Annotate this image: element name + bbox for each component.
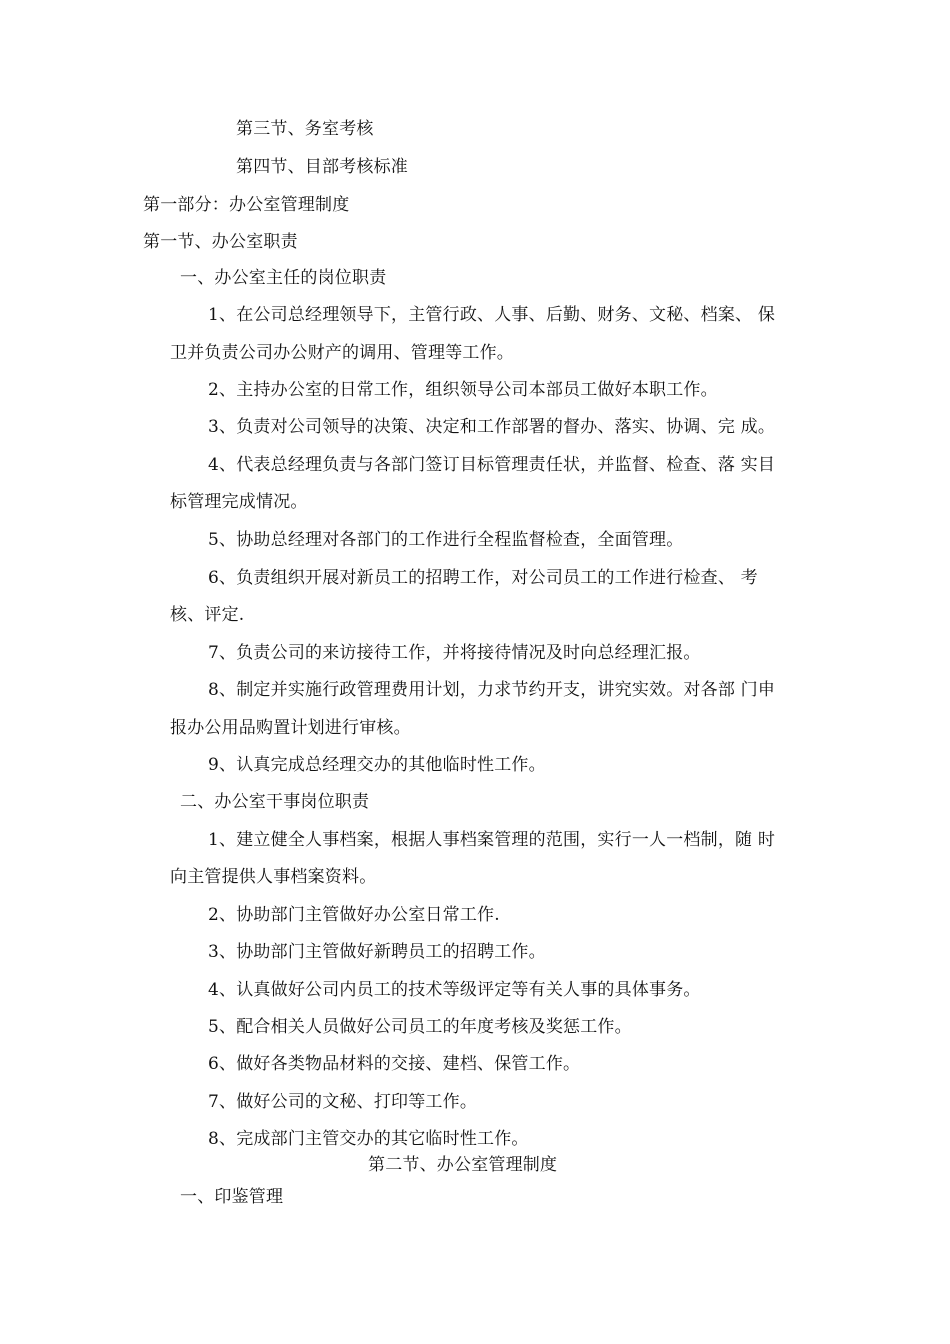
director-item-8-line-1: 8、制定并实施行政管理费用计划，力求节约开支，讲究实效。对各部 门申 [208, 680, 776, 700]
clerk-item-6: 6、做好各类物品材料的交接、建档、保管工作。 [208, 1054, 581, 1074]
section-1-title: 第一节、办公室职责 [143, 232, 298, 252]
clerk-item-3: 3、协助部门主管做好新聘员工的招聘工作。 [208, 942, 546, 962]
director-item-3: 3、负责对公司领导的决策、决定和工作部署的督办、落实、协调、完 成。 [208, 417, 776, 437]
clerk-item-4: 4、认真做好公司内员工的技术等级评定等有关人事的具体事务。 [208, 980, 701, 1000]
part-title: 第一部分：办公室管理制度 [143, 195, 350, 215]
director-item-2: 2、主持办公室的日常工作，组织领导公司本部员工做好本职工作。 [208, 380, 718, 400]
toc-section-4: 第四节、目部考核标准 [236, 157, 408, 177]
director-heading: 一、办公室主任的岗位职责 [180, 268, 387, 288]
director-item-8-line-2: 报办公用品购置计划进行审核。 [170, 718, 411, 738]
director-item-1-line-1: 1、在公司总经理领导下，主管行政、人事、后勤、财务、文秘、档案、 保 [208, 305, 776, 325]
clerk-heading: 二、办公室干事岗位职责 [180, 792, 370, 812]
clerk-item-2: 2、协助部门主管做好办公室日常工作. [208, 905, 500, 925]
director-item-9: 9、认真完成总经理交办的其他临时性工作。 [208, 755, 546, 775]
director-item-1-line-2: 卫并负责公司办公财产的调用、管理等工作。 [170, 343, 514, 363]
clerk-item-5: 5、配合相关人员做好公司员工的年度考核及奖惩工作。 [208, 1017, 632, 1037]
director-item-4-line-2: 标管理完成情况。 [170, 492, 308, 512]
clerk-item-1-line-1: 1、建立健全人事档案，根据人事档案管理的范围，实行一人一档制，随 时 [208, 830, 776, 850]
director-item-5: 5、协助总经理对各部门的工作进行全程监督检查，全面管理。 [208, 530, 684, 550]
toc-section-3: 第三节、务室考核 [236, 119, 374, 139]
director-item-7: 7、负责公司的来访接待工作，并将接待情况及时向总经理汇报。 [208, 643, 701, 663]
section-2-title: 第二节、办公室管理制度 [368, 1155, 558, 1175]
clerk-item-7: 7、做好公司的文秘、打印等工作。 [208, 1092, 478, 1112]
director-item-4-line-1: 4、代表总经理负责与各部门签订目标管理责任状，并监督、检查、落 实目 [208, 455, 776, 475]
seal-management-heading: 一、印鉴管理 [180, 1187, 284, 1207]
clerk-item-8: 8、完成部门主管交办的其它临时性工作。 [208, 1129, 529, 1149]
clerk-item-1-line-2: 向主管提供人事档案资料。 [170, 867, 377, 887]
director-item-6-line-1: 6、负责组织开展对新员工的招聘工作，对公司员工的工作进行检查、 考 [208, 568, 758, 588]
director-item-6-line-2: 核、评定. [170, 605, 245, 625]
